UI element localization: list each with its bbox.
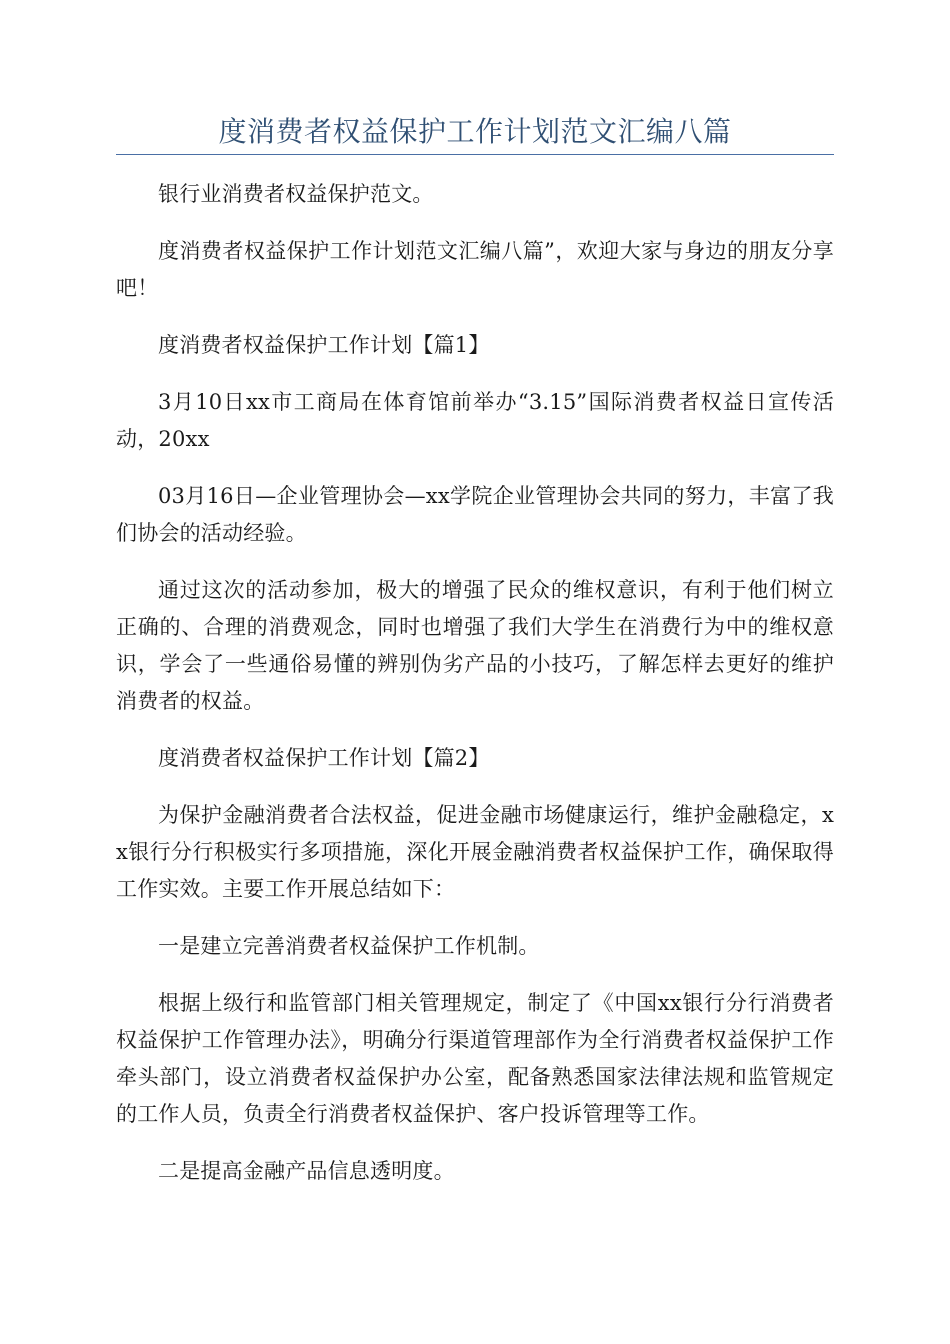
document-body: [116, 176, 834, 1210]
paragraph-point-2: 二是提高金融产品信息透明度。: [158, 1159, 455, 1183]
paragraph-bank-measures: 为保护金融消费者合法权益，促进金融市场健康运行，维护金融稳定，xx银行分行积极实行多项措施，深化开展金融消费者权益保护工作，确保取得工作实效。主要工作开展总结如下：: [116, 803, 834, 901]
paragraph-event: 3月10日xx市工商局在体育馆前举办“3.15”国际消费者权益日宣传活动，20xx: [116, 390, 834, 451]
paragraph-association: 03月16日—企业管理协会—xx学院企业管理协会共同的努力，丰富了我们协会的活动经验。: [116, 484, 834, 545]
document-title: 度消费者权益保护工作计划范文汇编八篇: [218, 115, 732, 148]
paragraph-intro: 银行业消费者权益保护范文。: [158, 182, 434, 206]
title-underline: [116, 154, 834, 155]
paragraph-share: 度消费者权益保护工作计划范文汇编八篇”，欢迎大家与身边的朋友分享吧！: [116, 239, 834, 300]
paragraph-regulation: 根据上级行和监管部门相关管理规定，制定了《中国xx银行分行消费者权益保护工作管理办法》，明确分行渠道管理部作为全行消费者权益保护工作牵头部门，设立消费者权益保护办公室，配备熟悉国家法律法规和监管规定的工作人员，负责全行消费者权益保护、客户投诉管理等工作。: [116, 991, 834, 1126]
paragraph-result: 通过这次的活动参加，极大的增强了民众的维权意识，有利于他们树立正确的、合理的消费观念，同时也增强了我们大学生在消费行为中的维权意识，学会了一些通俗易懂的辨别伪劣产品的小技巧，了解怎样去更好的维护消费者的权益。: [116, 578, 834, 713]
section-heading-2: 度消费者权益保护工作计划【篇2】: [158, 746, 490, 770]
section-heading-1: 度消费者权益保护工作计划【篇1】: [158, 333, 490, 357]
paragraph-point-1: 一是建立完善消费者权益保护工作机制。: [158, 934, 540, 958]
